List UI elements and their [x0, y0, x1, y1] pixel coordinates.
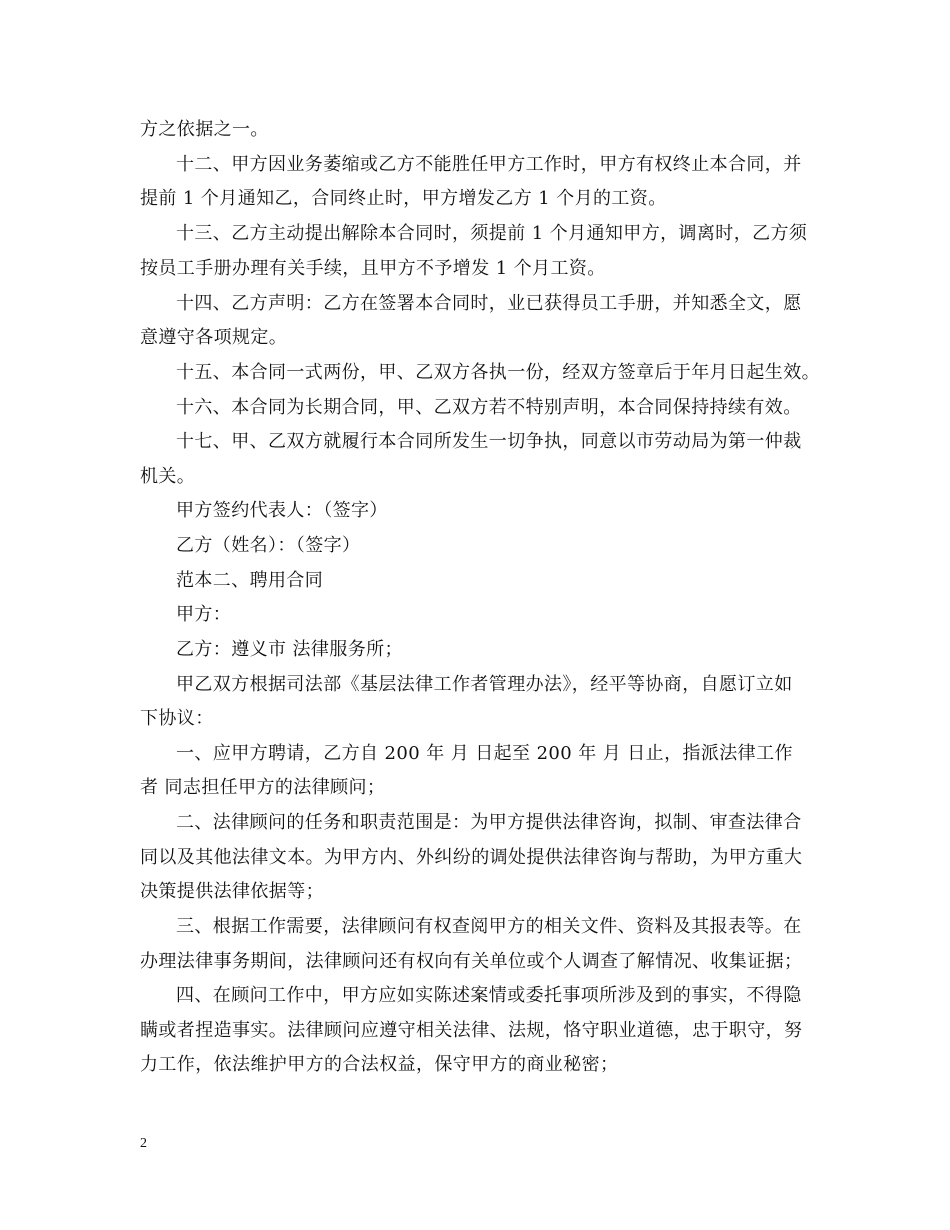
clause-12: 十二、甲方因业务萎缩或乙方不能胜任甲方工作时，甲方有权终止本合同，并: [176, 154, 802, 175]
text-line: 方之依据之一。: [140, 119, 269, 140]
clause-2: 二、法律顾问的任务和职责范围是：为甲方提供法律咨询，拟制、审查法律合: [176, 812, 802, 833]
text-line: 意遵守各项规定。: [140, 327, 288, 348]
text-line: 机关。: [140, 466, 196, 487]
text-line: 提前 1 个月通知乙，合同终止时，甲方增发乙方 1 个月的工资。: [140, 188, 667, 209]
text-line: 同以及其他法律文本。为甲方内、外纠纷的调处提供法律咨询与帮助，为甲方重大: [140, 847, 803, 868]
clause-3: 三、根据工作需要，法律顾问有权查阅甲方的相关文件、资料及其报表等。在: [176, 916, 802, 937]
page-number: 2: [140, 1136, 147, 1151]
clause-16: 十六、本合同为长期合同，甲、乙双方若不特别声明，本合同保持持续有效。: [176, 397, 802, 418]
clause-4: 四、在顾问工作中，甲方应如实陈述案情或委托事项所涉及到的事实，不得隐: [176, 985, 802, 1006]
clause-13: 十三、乙方主动提出解除本合同时，须提前 1 个月通知甲方，调离时，乙方须: [176, 223, 808, 244]
clause-15: 十五、本合同一式两份，甲、乙双方各执一份，经双方签章后于年月日起生效。: [176, 362, 820, 383]
clause-14: 十四、乙方声明：乙方在签署本合同时，业已获得员工手册，并知悉全文，愿: [176, 293, 802, 314]
text-line: 决策提供法律依据等；: [140, 881, 324, 902]
text-line: 按员工手册办理有关手续，且甲方不予增发 1 个月工资。: [140, 258, 606, 279]
party-a-line: 甲方：: [176, 604, 232, 625]
preamble-paragraph: 甲乙双方根据司法部《基层法律工作者管理办法》，经平等协商，自愿订立如: [176, 674, 793, 695]
text-line: 下协议：: [140, 708, 214, 729]
text-line: 办理法律事务期间，法律顾问还有权向有关单位或个人调查了解情况、收集证据；: [140, 951, 803, 972]
section-heading: 范本二、聘用合同: [176, 570, 324, 591]
party-b-line: 乙方：遵义市 法律服务所；: [176, 639, 403, 660]
party-a-signature-line: 甲方签约代表人：（签字）: [176, 500, 388, 521]
clause-17: 十七、甲、乙双方就履行本合同所发生一切争执，同意以市劳动局为第一仲裁: [176, 431, 802, 452]
text-line: 者 同志担任甲方的法律顾问；: [140, 777, 386, 798]
clause-1: 一、应甲方聘请，乙方自 200 年 月 日起至 200 年 月 日止，指派法律工作: [176, 743, 793, 764]
text-line: 瞒或者捏造事实。法律顾问应遵守相关法律、法规，恪守职业道德，忠于职守，努: [140, 1020, 803, 1041]
text-line: 力工作，依法维护甲方的合法权益，保守甲方的商业秘密；: [140, 1054, 619, 1075]
party-b-signature-line: 乙方（姓名）：（签字）: [176, 535, 361, 556]
